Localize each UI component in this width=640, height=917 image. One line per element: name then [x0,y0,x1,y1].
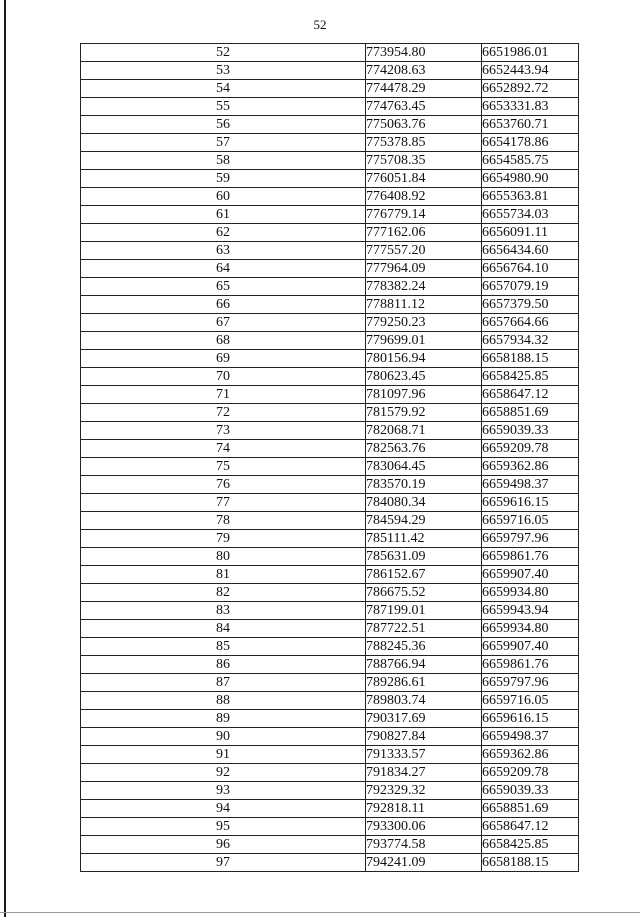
point-number-cell: 84 [81,620,366,638]
table-row [81,224,579,242]
table-row [81,404,579,422]
y-coordinate-cell: 6659209.78 [482,440,579,458]
x-coordinate-cell: 780623.45 [366,368,482,386]
x-coordinate-cell: 776779.14 [366,206,482,224]
y-coordinate-cell: 6658647.12 [482,818,579,836]
y-coordinate-cell: 6659934.80 [482,584,579,602]
y-coordinate-cell: 6654980.90 [482,170,579,188]
point-number-cell: 78 [81,512,366,530]
y-coordinate-cell: 6659716.05 [482,692,579,710]
y-coordinate-cell: 6657664.66 [482,314,579,332]
x-coordinate-cell: 783064.45 [366,458,482,476]
point-number-cell: 75 [81,458,366,476]
y-coordinate-cell: 6658188.15 [482,854,579,872]
table-row [81,746,579,764]
x-coordinate-cell: 785631.09 [366,548,482,566]
point-number-cell: 82 [81,584,366,602]
y-coordinate-cell: 6653760.71 [482,116,579,134]
y-coordinate-cell: 6658425.85 [482,836,579,854]
table-row [81,440,579,458]
y-coordinate-cell: 6657934.32 [482,332,579,350]
x-coordinate-cell: 788245.36 [366,638,482,656]
x-coordinate-cell: 791834.27 [366,764,482,782]
point-number-cell: 76 [81,476,366,494]
point-number-cell: 69 [81,350,366,368]
point-number-cell: 94 [81,800,366,818]
y-coordinate-cell: 6659498.37 [482,728,579,746]
table-row [81,458,579,476]
table-row [81,584,579,602]
table-row [81,188,579,206]
x-coordinate-cell: 784080.34 [366,494,482,512]
y-coordinate-cell: 6658851.69 [482,800,579,818]
table-row [81,350,579,368]
point-number-cell: 91 [81,746,366,764]
y-coordinate-cell: 6659039.33 [482,782,579,800]
point-number-cell: 59 [81,170,366,188]
table-row [81,854,579,872]
table-row [81,476,579,494]
table-row [81,206,579,224]
x-coordinate-cell: 775708.35 [366,152,482,170]
point-number-cell: 60 [81,188,366,206]
y-coordinate-cell: 6654585.75 [482,152,579,170]
point-number-cell: 65 [81,278,366,296]
point-number-cell: 64 [81,260,366,278]
point-number-cell: 72 [81,404,366,422]
y-coordinate-cell: 6659907.40 [482,638,579,656]
table-row [81,80,579,98]
y-coordinate-cell: 6659039.33 [482,422,579,440]
table-row [81,818,579,836]
x-coordinate-cell: 789286.61 [366,674,482,692]
point-number-cell: 67 [81,314,366,332]
point-number-cell: 58 [81,152,366,170]
table-row [81,800,579,818]
x-coordinate-cell: 776408.92 [366,188,482,206]
point-number-cell: 79 [81,530,366,548]
coordinates-table-body [81,44,579,872]
page-number: 52 [313,17,327,32]
x-coordinate-cell: 777964.09 [366,260,482,278]
y-coordinate-cell: 6659797.96 [482,674,579,692]
x-coordinate-cell: 790827.84 [366,728,482,746]
x-coordinate-cell: 785111.42 [366,530,482,548]
point-number-cell: 87 [81,674,366,692]
table-row [81,152,579,170]
x-coordinate-cell: 779250.23 [366,314,482,332]
x-coordinate-cell: 781579.92 [366,404,482,422]
point-number-cell: 56 [81,116,366,134]
point-number-cell: 63 [81,242,366,260]
y-coordinate-cell: 6659716.05 [482,512,579,530]
x-coordinate-cell: 789803.74 [366,692,482,710]
x-coordinate-cell: 794241.09 [366,854,482,872]
y-coordinate-cell: 6659861.76 [482,548,579,566]
point-number-cell: 93 [81,782,366,800]
point-number-cell: 61 [81,206,366,224]
x-coordinate-cell: 793774.58 [366,836,482,854]
table-row [81,332,579,350]
x-coordinate-cell: 777162.06 [366,224,482,242]
point-number-cell: 54 [81,80,366,98]
point-number-cell: 77 [81,494,366,512]
point-number-cell: 66 [81,296,366,314]
point-number-cell: 90 [81,728,366,746]
x-coordinate-cell: 781097.96 [366,386,482,404]
y-coordinate-cell: 6659209.78 [482,764,579,782]
y-coordinate-cell: 6652892.72 [482,80,579,98]
point-number-cell: 97 [81,854,366,872]
table-row [81,512,579,530]
table-row [81,728,579,746]
point-number-cell: 62 [81,224,366,242]
point-number-cell: 57 [81,134,366,152]
table-row [81,710,579,728]
x-coordinate-cell: 787199.01 [366,602,482,620]
point-number-cell: 96 [81,836,366,854]
y-coordinate-cell: 6655363.81 [482,188,579,206]
x-coordinate-cell: 791333.57 [366,746,482,764]
point-number-cell: 81 [81,566,366,584]
table-row [81,782,579,800]
x-coordinate-cell: 786675.52 [366,584,482,602]
table-row [81,494,579,512]
point-number-cell: 80 [81,548,366,566]
y-coordinate-cell: 6659861.76 [482,656,579,674]
table-row [81,98,579,116]
table-row [81,170,579,188]
point-number-cell: 52 [81,44,366,62]
y-coordinate-cell: 6658851.69 [482,404,579,422]
table-row [81,638,579,656]
y-coordinate-cell: 6659616.15 [482,494,579,512]
y-coordinate-cell: 6657379.50 [482,296,579,314]
y-coordinate-cell: 6659797.96 [482,530,579,548]
y-coordinate-cell: 6652443.94 [482,62,579,80]
x-coordinate-cell: 788766.94 [366,656,482,674]
y-coordinate-cell: 6659362.86 [482,458,579,476]
left-border-line [4,0,6,917]
x-coordinate-cell: 787722.51 [366,620,482,638]
y-coordinate-cell: 6656091.11 [482,224,579,242]
table-row [81,242,579,260]
point-number-cell: 83 [81,602,366,620]
x-coordinate-cell: 777557.20 [366,242,482,260]
point-number-cell: 71 [81,386,366,404]
x-coordinate-cell: 776051.84 [366,170,482,188]
y-coordinate-cell: 6656764.10 [482,260,579,278]
x-coordinate-cell: 778382.24 [366,278,482,296]
table-row [81,764,579,782]
x-coordinate-cell: 793300.06 [366,818,482,836]
x-coordinate-cell: 784594.29 [366,512,482,530]
table-row [81,44,579,62]
point-number-cell: 89 [81,710,366,728]
point-number-cell: 86 [81,656,366,674]
table-row [81,278,579,296]
y-coordinate-cell: 6656434.60 [482,242,579,260]
table-row [81,296,579,314]
table-row [81,134,579,152]
table-row [81,620,579,638]
x-coordinate-cell: 783570.19 [366,476,482,494]
y-coordinate-cell: 6658647.12 [482,386,579,404]
x-coordinate-cell: 782563.76 [366,440,482,458]
x-coordinate-cell: 779699.01 [366,332,482,350]
table-row [81,656,579,674]
point-number-cell: 74 [81,440,366,458]
table-row [81,116,579,134]
y-coordinate-cell: 6659498.37 [482,476,579,494]
table-row [81,836,579,854]
point-number-cell: 85 [81,638,366,656]
table-row [81,548,579,566]
x-coordinate-cell: 778811.12 [366,296,482,314]
point-number-cell: 73 [81,422,366,440]
table-row [81,314,579,332]
table-row [81,386,579,404]
y-coordinate-cell: 6658425.85 [482,368,579,386]
y-coordinate-cell: 6658188.15 [482,350,579,368]
y-coordinate-cell: 6659616.15 [482,710,579,728]
table-row [81,674,579,692]
x-coordinate-cell: 774478.29 [366,80,482,98]
point-number-cell: 68 [81,332,366,350]
y-coordinate-cell: 6655734.03 [482,206,579,224]
y-coordinate-cell: 6659943.94 [482,602,579,620]
x-coordinate-cell: 782068.71 [366,422,482,440]
table-row [81,62,579,80]
x-coordinate-cell: 792329.32 [366,782,482,800]
x-coordinate-cell: 786152.67 [366,566,482,584]
y-coordinate-cell: 6653331.83 [482,98,579,116]
x-coordinate-cell: 792818.11 [366,800,482,818]
x-coordinate-cell: 774763.45 [366,98,482,116]
x-coordinate-cell: 780156.94 [366,350,482,368]
table-row [81,368,579,386]
point-number-cell: 92 [81,764,366,782]
point-number-cell: 70 [81,368,366,386]
table-row [81,692,579,710]
y-coordinate-cell: 6659907.40 [482,566,579,584]
table-row [81,422,579,440]
point-number-cell: 88 [81,692,366,710]
coordinates-table [80,43,579,872]
table-row [81,530,579,548]
x-coordinate-cell: 775378.85 [366,134,482,152]
point-number-cell: 55 [81,98,366,116]
y-coordinate-cell: 6651986.01 [482,44,579,62]
table-row [81,602,579,620]
point-number-cell: 53 [81,62,366,80]
table-row [81,260,579,278]
y-coordinate-cell: 6659362.86 [482,746,579,764]
y-coordinate-cell: 6659934.80 [482,620,579,638]
y-coordinate-cell: 6654178.86 [482,134,579,152]
table-row [81,566,579,584]
point-number-cell: 95 [81,818,366,836]
bottom-rule [0,912,640,913]
x-coordinate-cell: 773954.80 [366,44,482,62]
x-coordinate-cell: 775063.76 [366,116,482,134]
y-coordinate-cell: 6657079.19 [482,278,579,296]
x-coordinate-cell: 774208.63 [366,62,482,80]
x-coordinate-cell: 790317.69 [366,710,482,728]
